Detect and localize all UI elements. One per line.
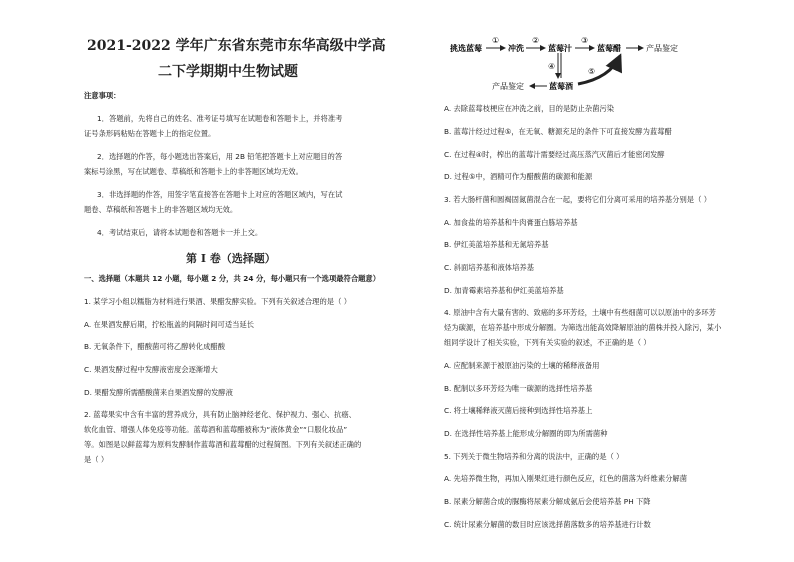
- step-label: ④: [548, 62, 556, 71]
- option-line: B. 蓝莓汁经过过程⑤，在无氧、糖源充足的条件下可直接发酵为蓝莓醋: [444, 127, 672, 136]
- question-line: 是（ ）: [84, 455, 109, 464]
- exam-title-line2: 二下学期期中生物试题: [158, 64, 298, 80]
- diagram-vinegar: 蓝莓醋: [597, 44, 621, 53]
- option-line: A. 加食盐的培养基和牛肉膏蛋白胨培养基: [444, 218, 578, 227]
- diagram-product-top: 产品鉴定: [646, 44, 678, 53]
- notice-line: 证号条形码粘贴在答题卡上的指定位置。: [84, 129, 216, 138]
- option-line: C. 果酒发酵过程中发酵液密度会逐渐增大: [84, 365, 218, 374]
- option-line: A. 应配制来源于被原油污染的土壤的稀释液备用: [444, 361, 600, 370]
- option-line: C. 在过程④时，榨出的蓝莓汁需要经过高压蒸汽灭菌后才能密闭发酵: [444, 150, 665, 159]
- notice-line: 2．选择题的作答，每小题选出答案后，用 2B 铅笔把答题卡上对应题目的答: [97, 152, 343, 161]
- question-line: 烃为碳源，在培养基中形成分解圈。为筛选出能高效降解原油的菌株并投入除污，某小: [444, 323, 722, 332]
- section-heading: 第 I 卷（选择题）: [186, 252, 276, 265]
- diagram-wine: 蓝莓酒: [549, 82, 573, 91]
- option-line: B. 尿素分解菌合成的脲酶将尿素分解成氨后会使培养基 PH 下降: [444, 497, 651, 506]
- option-line: B. 配制以多环芳烃为唯一碳源的选择性培养基: [444, 384, 593, 393]
- option-line: A. 去除蓝莓枝梗应在冲洗之前，目的是防止杂菌污染: [444, 104, 615, 113]
- option-line: C. 将土壤稀释液灭菌后接种到选择性培养基上: [444, 406, 593, 415]
- notice-line: 题卷、草稿纸和答题卡上的非答题区域均无效。: [84, 205, 238, 214]
- diagram-product-bottom: 产品鉴定: [492, 82, 524, 91]
- diagram-wash: 冲洗: [508, 44, 524, 53]
- notice-line: 3．非选择题的作答，用签字笔直接答在答题卡上对应的答题区域内，写在试: [97, 190, 343, 199]
- diagram-juice: 蓝莓汁: [548, 44, 572, 53]
- question-line: 4. 原油中含有大量有害的、致癌的多环芳烃，土壤中有些细菌可以以原油中的多环芳: [444, 308, 716, 317]
- option-line: B. 伊红美蓝培养基和无氮培养基: [444, 240, 549, 249]
- question-line: 2. 蓝莓果实中含有丰富的营养成分，具有防止脑神经老化、保护视力、强心、抗癌、: [84, 410, 356, 419]
- option-line: A. 在果酒发酵后期，拧松瓶盖的间隔时间可适当延长: [84, 320, 255, 329]
- question-line: 组同学设计了相关实验，下列有关实验的叙述，不正确的是（ ）: [444, 338, 651, 347]
- notice-line: 4．考试结束后，请将本试题卷和答题卡一并上交。: [97, 228, 263, 237]
- question-line: 3. 若大肠杆菌和圆褐固氮菌混合在一起，要将它们分离可采用的培养基分别是（ ）: [444, 195, 711, 204]
- exam-title-line1: 2021-2022 学年广东省东莞市东华高级中学高: [87, 38, 386, 54]
- question-line: 等。如图是以鲜蓝莓为原料发酵制作蓝莓酒和蓝莓醋的过程简图。下列有关叙述正确的: [84, 440, 362, 449]
- option-line: D. 果醋发酵所需醋酸菌来自果酒发酵的发酵液: [84, 388, 233, 397]
- section-intro: 一、选择题（本题共 12 小题，每小题 2 分，共 24 分，每小题只有一个选项最符合题意）: [84, 274, 381, 283]
- option-line: D. 加青霉素培养基和伊红美蓝培养基: [444, 286, 564, 295]
- step-label: ①: [492, 36, 500, 45]
- step-label: ③: [581, 36, 589, 45]
- option-line: A. 先培养微生物，再加入刚果红进行颜色反应，红色的菌落为纤维素分解菌: [444, 474, 687, 483]
- notice-line: 1．答题前，先将自己的姓名、准考证号填写在试题卷和答题卡上，并将准考: [97, 114, 343, 123]
- step-label: ②: [532, 36, 540, 45]
- diagram-start: 挑选蓝莓: [450, 44, 482, 53]
- option-line: B. 无氧条件下，醋酸菌可将乙醇转化成醋酸: [84, 342, 225, 351]
- option-line: C. 统计尿素分解菌的数目时应该选择菌落数多的培养基进行计数: [444, 520, 651, 529]
- notice-heading: 注意事项：: [84, 91, 121, 100]
- question-line: 1. 某学习小组以糯脂为材料进行果酒、果醋发酵实验。下列有关叙述合理的是（ ）: [84, 297, 351, 306]
- option-line: D. 在选择性培养基上能形成分解圈的即为所需菌种: [444, 429, 608, 438]
- question-line: 5. 下列关于微生物培养和分离的说法中，正确的是（ ）: [444, 452, 624, 461]
- option-line: D. 过程⑤中，酒精可作为醋酸菌的碳源和能源: [444, 172, 593, 181]
- option-line: C. 斜面培养基和液体培养基: [444, 263, 534, 272]
- step-label: ⑤: [588, 67, 596, 76]
- question-line: 软化血管、增强人体免疫等功能。蓝莓酒和蓝莓醋被称为“液体黄金”“口服化妆品”: [84, 425, 348, 434]
- notice-line: 案标号涂黑，写在试题卷、草稿纸和答题卡上的非答题区域均无效。: [84, 167, 303, 176]
- blueberry-process-diagram: [450, 34, 720, 94]
